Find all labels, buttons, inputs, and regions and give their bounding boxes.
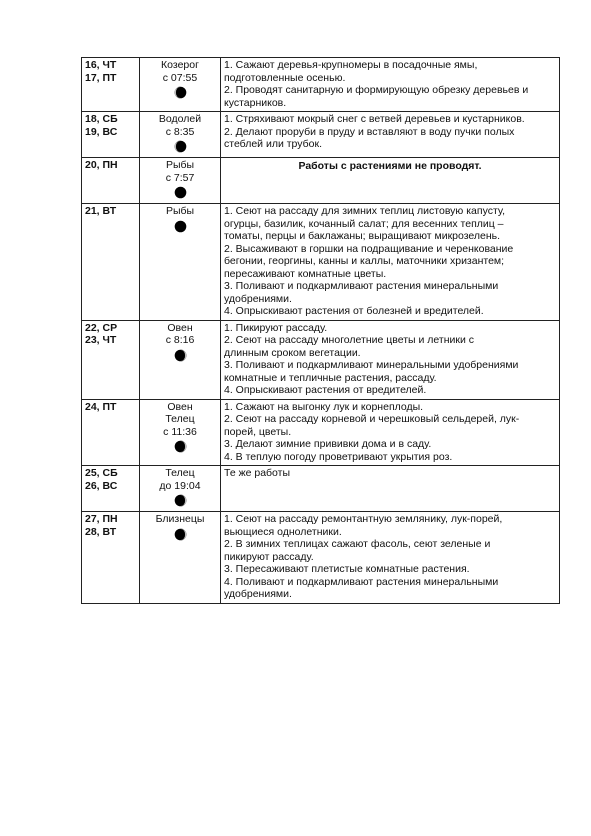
zodiac-label: с 8:35 [165, 125, 195, 138]
works-line: пересаживают комнатные цветы. [224, 267, 387, 280]
waning-crescent-moon-icon [174, 140, 187, 153]
works-cell [221, 320, 560, 399]
date-cell [82, 112, 140, 158]
calendar-row [82, 58, 560, 112]
calendar-row [82, 512, 560, 604]
works-line: 2. Сеют на рассаду корневой и черешковый сельдерей, лук- [224, 413, 520, 425]
works-cell [221, 58, 560, 112]
waxing-crescent-moon-icon [174, 349, 187, 362]
works-line: 4. Поливают и подкармливают растения минеральными [224, 575, 499, 588]
works-line: 2. В зимних теплицах сажают фасоль, сеют зеленые и [224, 538, 491, 550]
zodiac-label: с 07:55 [162, 71, 198, 84]
zodiac-cell [140, 320, 221, 399]
works-cell [221, 204, 560, 321]
date-label: 19, ВС [85, 125, 118, 138]
works-line: томаты, перцы и баклажаны; выращивают микрозелень. [224, 230, 501, 242]
date-cell [82, 204, 140, 321]
date-label: 27, ПН [85, 513, 118, 525]
works-line: 2. Проводят санитарную и формирующую обрезку деревьев и [224, 84, 529, 96]
calendar-row [82, 466, 560, 512]
date-label: 22, СР [85, 321, 118, 334]
zodiac-label: с 11:36 [163, 425, 197, 438]
date-label: 16, ЧТ [85, 59, 117, 71]
works-line: 4. В теплую погоду проветривают укрытия роз. [224, 450, 453, 463]
date-cell [82, 466, 140, 512]
waxing-crescent-moon-icon [174, 440, 187, 453]
date-label: 17, ПТ [85, 71, 117, 84]
date-label: 23, ЧТ [85, 334, 117, 346]
works-line: пикируют рассаду. [224, 550, 314, 563]
waxing-crescent-moon-icon [174, 528, 187, 541]
works-line: 3. Пересаживают плетистые комнатные растения. [224, 563, 470, 575]
works-line: 4. Опрыскивают растения от вредителей. [224, 384, 427, 396]
works-cell [221, 399, 560, 466]
date-label: 20, ПН [85, 159, 118, 171]
date-label: 18, СБ [85, 113, 118, 125]
works-line: бегонии, георгины, канны и каллы, маточники хризантем; [224, 255, 505, 267]
zodiac-label: Рыбы [165, 159, 195, 171]
calendar-row [82, 399, 560, 466]
works-line: вьющиеся однолетники. [224, 525, 342, 538]
zodiac-label: Рыбы [165, 205, 195, 217]
calendar-row [82, 158, 560, 204]
works-line: 1. Сажают деревья-крупномеры в посадочные ямы, [224, 59, 478, 71]
zodiac-label: до 19:04 [159, 479, 201, 492]
works-line: 1. Стряхивают мокрый снег с ветвей деревьев и кустарников. [224, 113, 525, 125]
calendar-row [82, 320, 560, 399]
works-line: 2. Сеют на рассаду многолетние цветы и летники с [224, 334, 474, 346]
zodiac-label: Телец [165, 467, 195, 479]
works-line: кустарников. [224, 96, 287, 109]
works-line: 1. Пикируют рассаду. [224, 321, 328, 334]
date-label: 21, ВТ [85, 205, 117, 217]
calendar-body [82, 58, 560, 604]
date-label: 24, ПТ [85, 400, 117, 413]
works-line: 3. Поливают и подкармливают минеральными удобрениями [224, 359, 519, 371]
works-line: 3. Поливают и подкармливают растения минеральными [224, 280, 499, 292]
zodiac-label: Овен [167, 400, 193, 413]
calendar-row [82, 204, 560, 321]
works-cell [221, 466, 560, 512]
zodiac-label: Близнецы [155, 513, 205, 525]
zodiac-cell [140, 399, 221, 466]
date-cell [82, 58, 140, 112]
date-label: 28, ВТ [85, 525, 117, 538]
new-moon-icon [174, 220, 187, 233]
new-moon-icon [174, 186, 187, 199]
works-line: подготовленные осенью. [224, 71, 346, 84]
works-line: Те же работы [224, 467, 291, 479]
zodiac-label: Козерог [161, 59, 199, 71]
date-cell [82, 512, 140, 604]
works-line: удобрениями. [224, 292, 292, 305]
works-line: огурцы, базилик, кочанный салат; для весенних теплиц – [224, 217, 504, 230]
works-line: длинным сроком вегетации. [224, 346, 361, 359]
works-line: 1. Сеют на рассаду для зимних теплиц листовую капусту, [224, 205, 505, 217]
zodiac-label: Телец [165, 413, 195, 425]
zodiac-cell [140, 58, 221, 112]
waning-crescent-moon-icon [174, 86, 187, 99]
waxing-crescent-moon-icon [174, 494, 187, 507]
calendar-row [82, 112, 560, 158]
date-cell [82, 320, 140, 399]
zodiac-label: Водолей [158, 113, 202, 125]
date-label: 26, ВС [85, 479, 118, 492]
zodiac-label: Овен [167, 321, 193, 334]
zodiac-cell [140, 466, 221, 512]
works-line: удобрениями. [224, 588, 292, 600]
works-line: 2. Высаживают в горшки на подращивание и черенкование [224, 242, 514, 255]
works-line: 2. Делают проруби в пруду и вставляют в воду пучки полых [224, 125, 515, 138]
zodiac-cell [140, 204, 221, 321]
works-cell [221, 158, 560, 204]
date-cell [82, 158, 140, 204]
zodiac-cell [140, 512, 221, 604]
works-line: 4. Опрыскивают растения от болезней и вредителей. [224, 305, 484, 317]
works-line: порей, цветы. [224, 425, 292, 438]
zodiac-cell [140, 158, 221, 204]
works-line: стеблей или трубок. [224, 138, 322, 150]
zodiac-label: с 8:16 [165, 334, 195, 346]
lunar-calendar-table [81, 57, 560, 604]
works-cell [221, 512, 560, 604]
works-line: 3. Делают зимние прививки дома и в саду. [224, 438, 432, 450]
works-line: 1. Сеют на рассаду ремонтантную землянику, лук-порей, [224, 513, 503, 525]
works-note: Работы с растениями не проводят. [298, 160, 482, 172]
works-cell [221, 112, 560, 158]
works-line: комнатные и тепличные растения, рассаду. [224, 371, 437, 384]
date-label: 25, СБ [85, 467, 118, 479]
works-line: 1. Сажают на выгонку лук и корнеплоды. [224, 400, 424, 413]
date-cell [82, 399, 140, 466]
zodiac-cell [140, 112, 221, 158]
zodiac-label: с 7:57 [165, 171, 195, 184]
